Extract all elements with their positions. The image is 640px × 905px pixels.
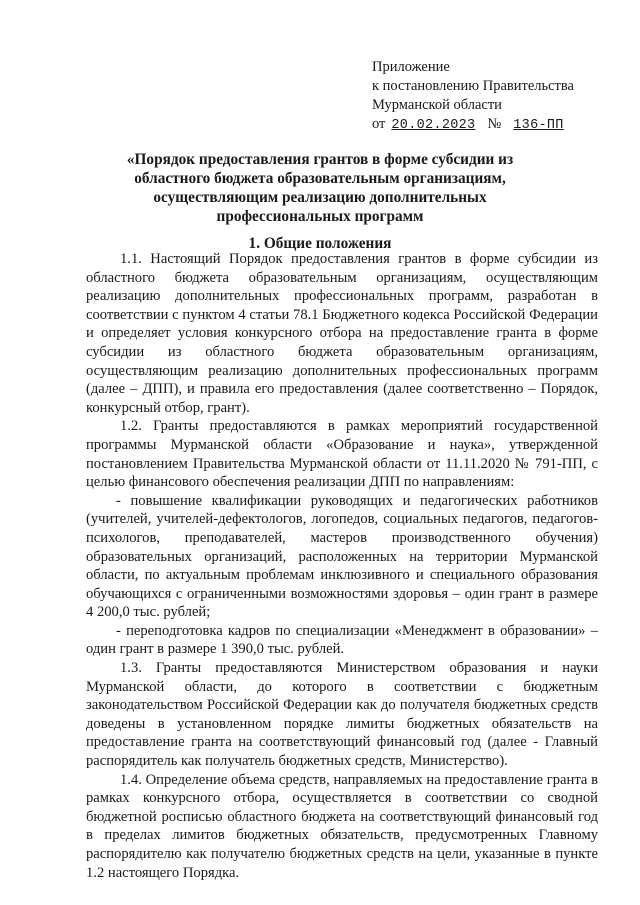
paragraph-1-4: 1.4. Определение объема средств, направляемых на предоставление гранта в рамках конкурсного отбора, осуществляется в соответствии со сводной бюджетной росписью областного бюджета на соответствующий финансовый год в пределах лимитов бюджетных обязательств, предусмотренных Главному распорядителю как получателю бюджетных средств на цели, указанные в пункте 1.2 настоящего Порядка. <box>86 771 598 881</box>
appendix-header <box>372 58 622 135</box>
resolution-date: 20.02.2023 <box>391 118 476 133</box>
appendix-label: Приложение <box>372 59 450 75</box>
paragraph-1-1: 1.1. Настоящий Порядок предоставления грантов в форме субсидии из областного бюджета образовательным организациям, осуществляющим реализацию дополнительных профессиональных программ, разработан в соответствии с пунктом 4 статьи 78.1 Бюджетного кодекса Российской Федерации и определяет условия конкурсного отбора на предоставление гранта в форме субсидии из областного бюджета образовательным организациям, осуществляющим реализацию дополнительных профессиональных программ (далее – ДПП), и правила его предоставления (далее соответственно – Порядок, конкурсный отбор, грант). <box>86 251 598 416</box>
document-body <box>86 250 598 882</box>
number-sign: № <box>487 116 502 132</box>
appendix-resolution-line: к постановлению Правительства <box>372 78 574 94</box>
paragraph-1-3: 1.3. Гранты предоставляются Министерством образования и науки Мурманской области, до которого в соответствии с бюджетным законодательством Российской Федерации как до получателя бюджетных средств доведены в установленном порядке лимиты бюджетных обязательств на предоставление гранта на соответствующий финансовый год (далее - Главный распорядитель как получатель бюджетных средств, Министерство). <box>86 660 598 770</box>
from-label: от <box>372 116 386 132</box>
section-heading: 1. Общие положения <box>248 235 392 252</box>
bullet-retraining: - переподготовка кадров по специализации «Менеджмент в образовании» – один грант в размере 1 390,0 тыс. рублей. <box>86 622 598 658</box>
resolution-number: 136-ПП <box>513 118 564 133</box>
document-title: «Порядок предоставления грантов в форме субсидии из областного бюджета образовательным организациям, осуществляющим реализацию дополнительных профессиональных программ <box>126 151 514 225</box>
appendix-date-number-line <box>372 115 622 135</box>
paragraph-1-2: 1.2. Гранты предоставляются в рамках мероприятий государственной программы Мурманской области «Образование и наука», утвержденной постановлением Правительства Мурманской области от 11.11.2020 № 791-ПП, с целью финансового обеспечения реализации ДПП по направлениям: <box>86 418 598 491</box>
bullet-qualification: - повышение квалификации руководящих и педагогических работников (учителей, учителей-дефектологов, логопедов, социальных педагогов, педагогов-психологов, преподавателей, мастеров производственного обучения) образовательных организаций, расположенных на территории Мурманской области, по актуальным проблемам инклюзивного и специального образования обучающихся с ограниченными возможностями здоровья – один грант в размере 4 200,0 тыс. рублей; <box>86 492 598 621</box>
appendix-region-line: Мурманской области <box>372 97 502 113</box>
